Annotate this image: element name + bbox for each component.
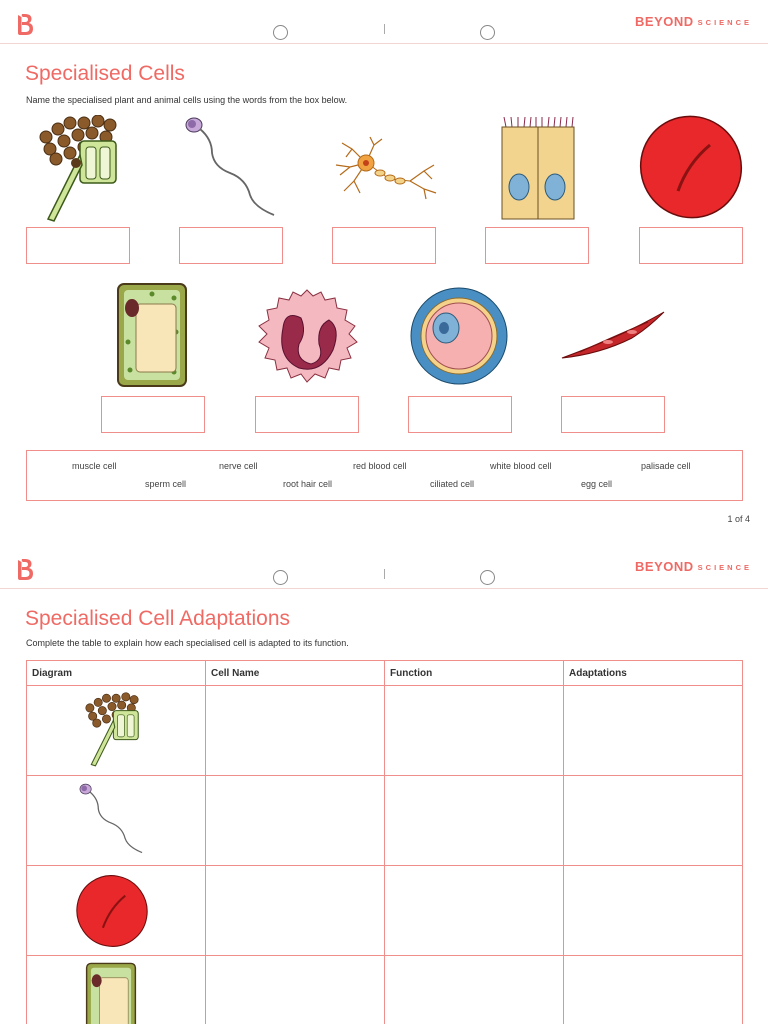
beyond-logo-icon: [14, 557, 36, 581]
page-number: 1 of 4: [727, 514, 750, 524]
function-input[interactable]: [385, 956, 564, 1024]
word-bank-item: root hair cell: [283, 479, 333, 489]
cell-name-input[interactable]: [206, 866, 385, 956]
muscle-cell-image: [560, 310, 666, 362]
function-input[interactable]: [385, 776, 564, 866]
diagram-cell: [27, 866, 206, 956]
answer-box-red-blood[interactable]: [639, 227, 743, 264]
answer-box-white-blood[interactable]: [255, 396, 359, 433]
diagram-cell: [27, 686, 206, 776]
word-bank-item: muscle cell: [72, 461, 117, 471]
table-row: [27, 956, 743, 1024]
sperm-cell-image: [182, 115, 278, 217]
brand-tagline: SCIENCE: [697, 563, 752, 572]
diagram-cell: [27, 956, 206, 1024]
header-divider: [0, 43, 768, 44]
red-blood-cell-image: [638, 113, 744, 221]
word-bank-item: sperm cell: [145, 479, 187, 489]
function-input[interactable]: [385, 866, 564, 956]
brand-tagline: SCIENCE: [697, 18, 752, 27]
word-bank-item: white blood cell: [490, 461, 552, 471]
page-title: Specialised Cells: [25, 62, 185, 85]
answer-box-sperm[interactable]: [179, 227, 283, 264]
punch-hole-icon: [480, 570, 495, 585]
table-row: [27, 686, 743, 776]
adaptations-input[interactable]: [564, 686, 743, 776]
brand-wordmark: [635, 14, 752, 29]
punch-hole-icon: [480, 25, 495, 40]
word-bank-item: ciliated cell: [430, 479, 475, 489]
cell-name-input[interactable]: [206, 776, 385, 866]
brand-name: BEYOND: [635, 559, 694, 574]
punch-hole-icon: [273, 25, 288, 40]
egg-cell-image: [406, 286, 512, 386]
word-bank-item: egg cell: [581, 479, 613, 489]
center-mark: [384, 24, 385, 34]
column-header: Diagram: [27, 661, 206, 686]
word-bank-item: red blood cell: [353, 461, 407, 471]
ciliated-cell-image: [500, 117, 576, 221]
beyond-logo-icon: [14, 12, 36, 36]
answer-box-root-hair[interactable]: [26, 227, 130, 264]
table-row: [27, 866, 743, 956]
function-input[interactable]: [385, 686, 564, 776]
red-blood-cell-image: [75, 872, 149, 950]
table-row: [27, 776, 743, 866]
column-header: Function: [385, 661, 564, 686]
column-header: Adaptations: [564, 661, 743, 686]
header-divider: [0, 588, 768, 589]
center-mark: [384, 569, 385, 579]
white-blood-cell-image: [255, 288, 359, 384]
adaptations-table: [26, 660, 743, 1024]
diagram-cell: [27, 776, 206, 866]
adaptations-input[interactable]: [564, 956, 743, 1024]
instructions: Name the specialised plant and animal cells using the words from the box below.: [26, 95, 348, 105]
word-bank-item: nerve cell: [219, 461, 258, 471]
cell-name-input[interactable]: [206, 686, 385, 776]
instructions: Complete the table to explain how each specialised cell is adapted to its function.: [26, 638, 349, 648]
column-header: Cell Name: [206, 661, 385, 686]
adaptations-input[interactable]: [564, 866, 743, 956]
adaptations-input[interactable]: [564, 776, 743, 866]
root-hair-cell-image: [83, 692, 141, 768]
cell-name-input[interactable]: [206, 956, 385, 1024]
sperm-cell-image: [77, 782, 145, 854]
brand-name: BEYOND: [635, 14, 694, 29]
answer-box-nerve[interactable]: [332, 227, 436, 264]
nerve-cell-image: [332, 135, 438, 201]
palisade-cell-image: [85, 962, 137, 1024]
worksheet-page-2: [0, 545, 768, 1024]
answer-box-muscle[interactable]: [561, 396, 665, 433]
answer-box-ciliated[interactable]: [485, 227, 589, 264]
brand-wordmark: [635, 559, 752, 574]
palisade-cell-image: [116, 282, 188, 388]
root-hair-cell-image: [36, 115, 120, 223]
word-bank: [26, 450, 743, 501]
table-header-row: [27, 661, 743, 686]
answer-box-egg[interactable]: [408, 396, 512, 433]
page-title: Specialised Cell Adaptations: [25, 607, 291, 630]
punch-hole-icon: [273, 570, 288, 585]
word-bank-item: palisade cell: [641, 461, 691, 471]
answer-box-palisade[interactable]: [101, 396, 205, 433]
